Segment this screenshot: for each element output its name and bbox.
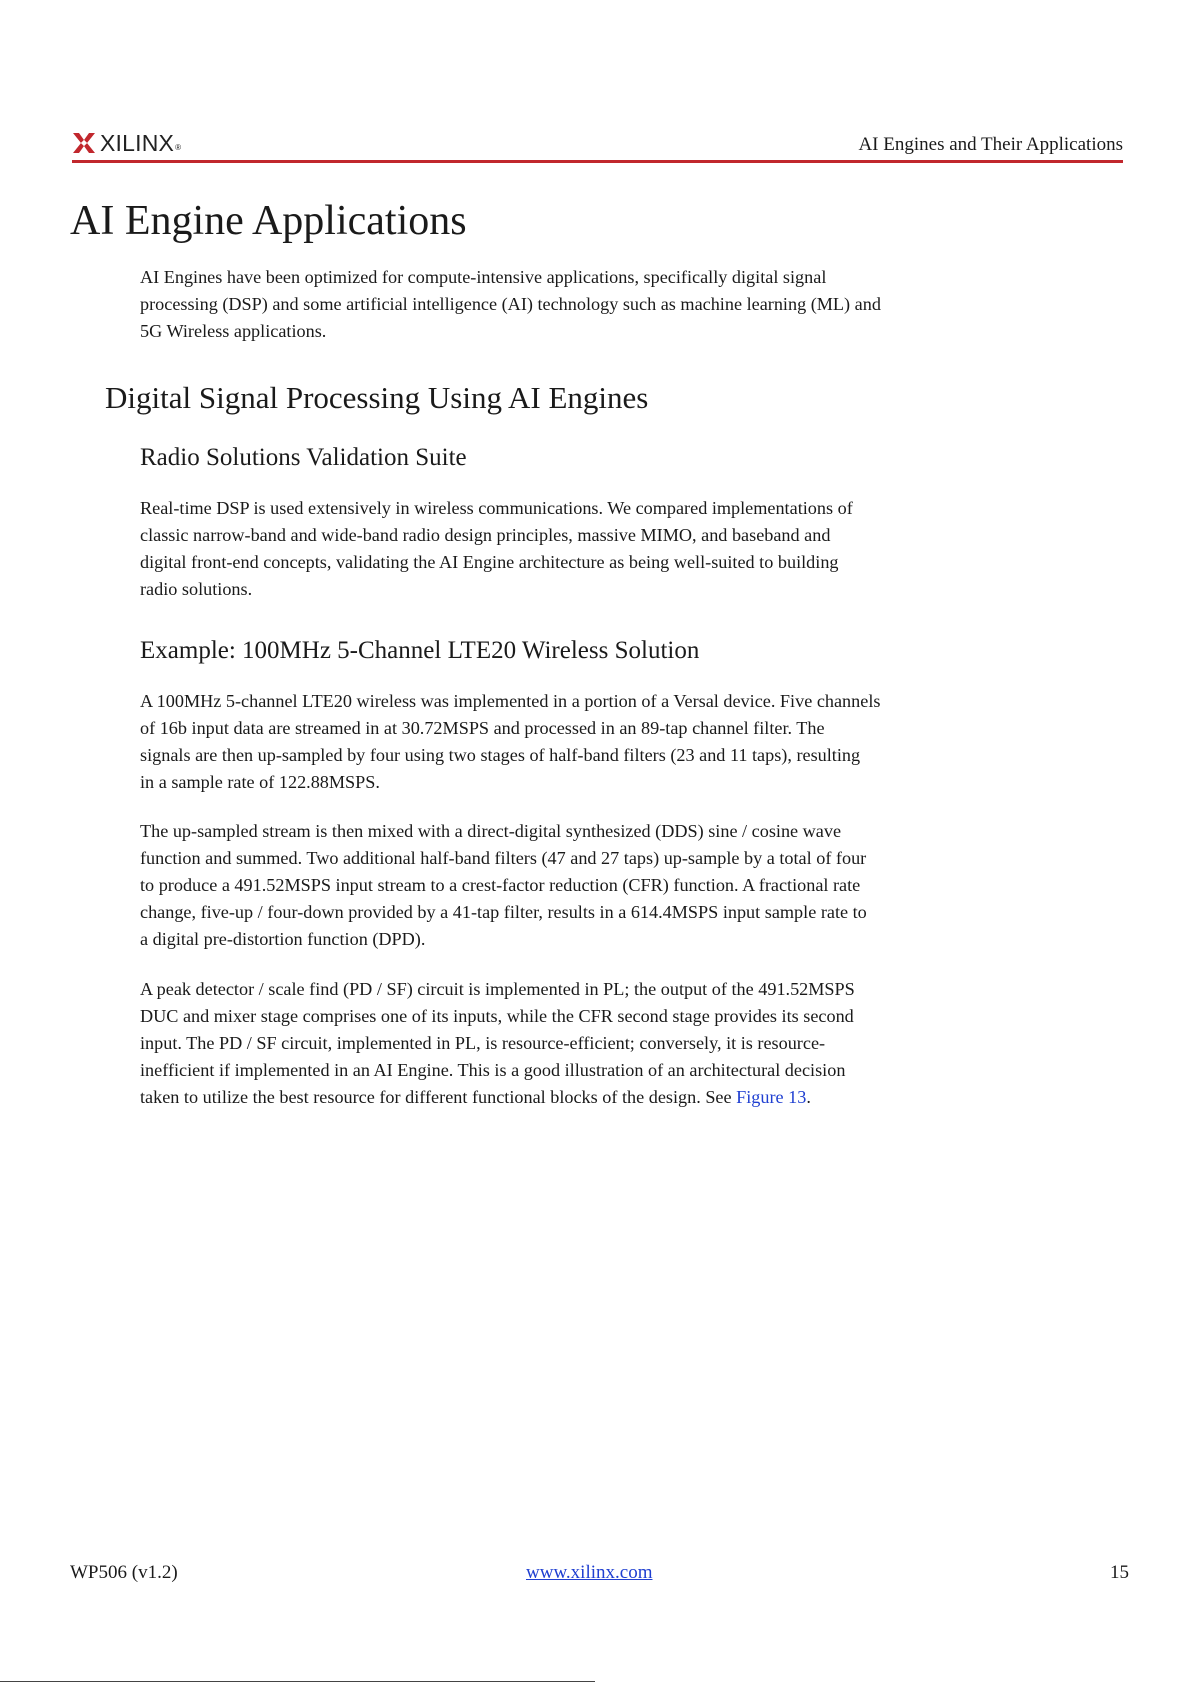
example-line: change, five-up / four-down provided by a 41-tap filter, results in a 614.4MSPS input sample rate to: [140, 902, 867, 922]
logo-registered-mark: ®: [175, 143, 181, 152]
example-paragraph-2: [140, 818, 867, 953]
page-number: 15: [1110, 1562, 1129, 1583]
example-line: a digital pre-distortion function (DPD).: [140, 929, 426, 949]
intro-line: AI Engines have been optimized for compute-intensive applications, specifically digital signal: [140, 267, 827, 287]
example-line: signals are then up-sampled by four using two stages of half-band filters (23 and 11 taps), resulting: [140, 745, 861, 765]
rsvs-paragraph: [140, 495, 853, 603]
section-title: AI Engine Applications: [70, 198, 467, 244]
rsvs-line: classic narrow-band and wide-band radio design principles, massive MIMO, and baseband and: [140, 525, 831, 545]
example-line: inefficient if implemented in an AI Engine. This is a good illustration of an architectural decision: [140, 1060, 846, 1080]
bottom-rule: [0, 1681, 595, 1682]
page-header: [72, 128, 1123, 164]
example-paragraph-3: [140, 976, 855, 1111]
xilinx-logo-icon: [72, 132, 96, 154]
subsection-title: Digital Signal Processing Using AI Engines: [105, 380, 649, 415]
rsvs-line: radio solutions.: [140, 579, 253, 599]
example-line: DUC and mixer stage comprises one of its inputs, while the CFR second stage provides its second: [140, 1006, 854, 1026]
example-last-line: [140, 1084, 855, 1111]
example-line: A 100MHz 5-channel LTE20 wireless was implemented in a portion of a Versal device. Five channels: [140, 691, 881, 711]
example-line: of 16b input data are streamed in at 30.72MSPS and processed in an 89-tap channel filter. The: [140, 718, 825, 738]
intro-line: 5G Wireless applications.: [140, 321, 327, 341]
example-line: to produce a 491.52MSPS input stream to a crest-factor reduction (CFR) function. A fractional rate: [140, 875, 861, 895]
page-footer: [70, 1562, 1129, 1592]
example-paragraph-1: [140, 688, 880, 796]
intro-paragraph: [140, 264, 881, 345]
example-line: in a sample rate of 122.88MSPS.: [140, 772, 380, 792]
intro-line: processing (DSP) and some artificial intelligence (AI) technology such as machine learning (ML) and: [140, 294, 881, 314]
rsvs-heading: Radio Solutions Validation Suite: [140, 444, 467, 471]
logo-wordmark: XILINX: [100, 130, 175, 156]
rsvs-line: Real-time DSP is used extensively in wireless communications. We compared implementations of: [140, 498, 853, 518]
running-title: AI Engines and Their Applications: [858, 134, 1123, 155]
example-line-text: taken to utilize the best resource for different functional blocks of the design. See: [140, 1087, 737, 1107]
doc-id: WP506 (v1.2): [70, 1562, 178, 1583]
example-line: A peak detector / scale find (PD / SF) circuit is implemented in PL; the output of the 491.52MSPS: [140, 979, 855, 999]
example-line-end: .: [806, 1087, 811, 1107]
website-link[interactable]: www.xilinx.com: [526, 1562, 653, 1583]
xilinx-logo: [72, 132, 181, 154]
example-heading: Example: 100MHz 5-Channel LTE20 Wireless Solution: [140, 637, 700, 664]
header-rule: [72, 160, 1123, 163]
figure-13-link[interactable]: Figure 13: [736, 1087, 807, 1107]
example-line: The up-sampled stream is then mixed with a direct-digital synthesized (DDS) sine / cosine wave: [140, 821, 842, 841]
example-line: input. The PD / SF circuit, implemented in PL, is resource-efficient; conversely, it is resource-: [140, 1033, 826, 1053]
rsvs-line: digital front-end concepts, validating the AI Engine architecture as being well-suited to building: [140, 552, 839, 572]
example-line: function and summed. Two additional half-band filters (47 and 27 taps) up-sample by a total of four: [140, 848, 867, 868]
